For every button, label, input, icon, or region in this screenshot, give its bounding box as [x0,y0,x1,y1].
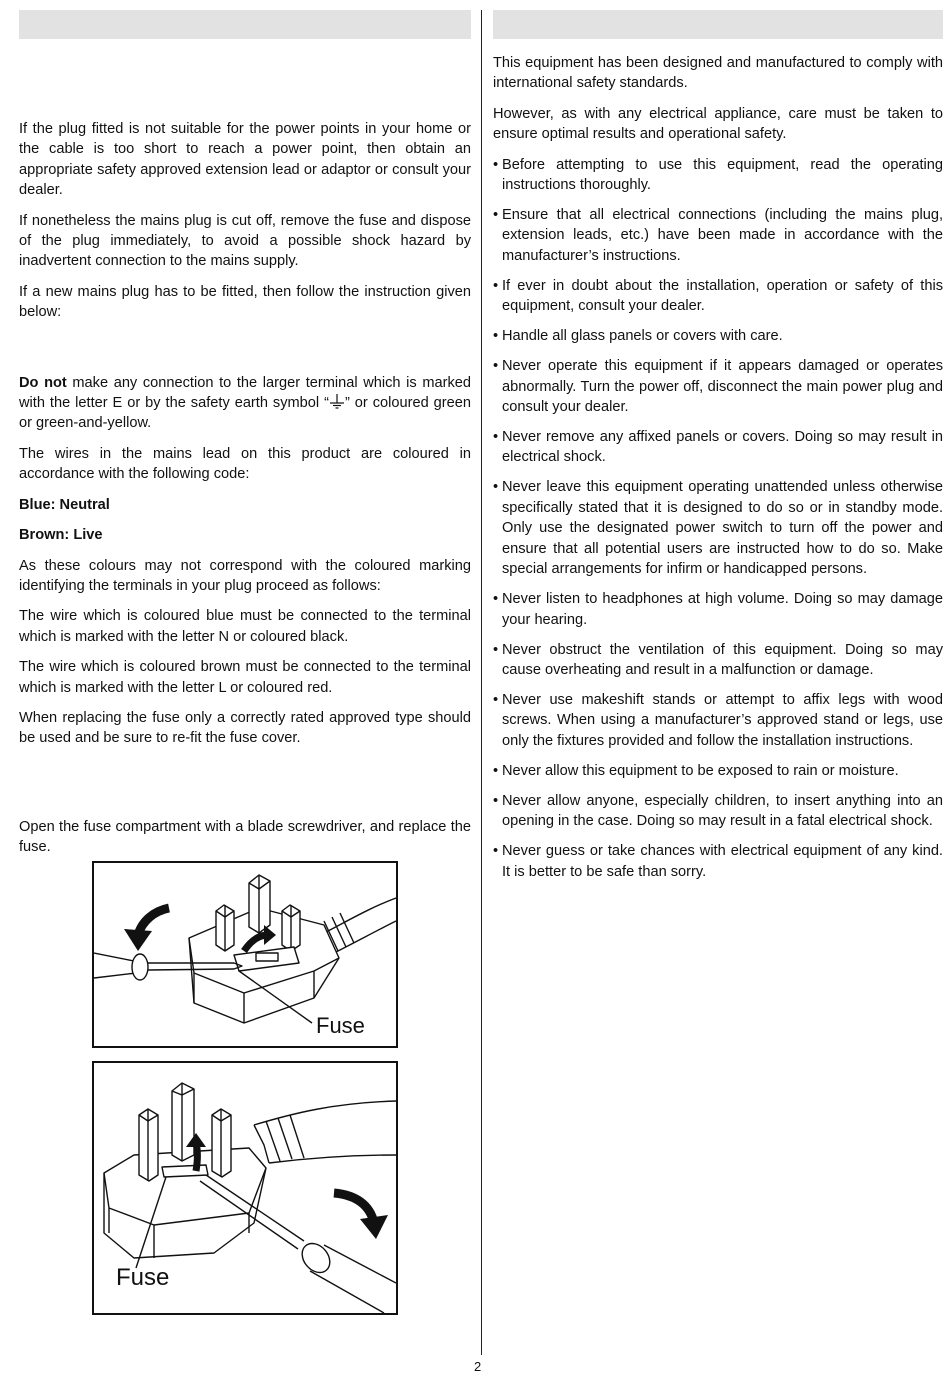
bullet-text: Never leave this equipment operating unattended unless otherwise specifically stated that it is designed to do so or in standby mode. Only use the designated power switch to turn off the power and ensure that all potential users are instructed how to do so. Make special arrangements for infirm or handicapped persons. [502,479,943,578]
right-column [493,10,943,892]
safety-bullet-list [493,155,943,882]
left-section-header-bar [19,10,471,39]
bullet-text: Never obstruct the ventilation of this equipment. Doing so may cause overheating and result in a malfunction or damage. [502,641,943,678]
bullet-dot: • [493,641,499,658]
right-section-header-bar [493,10,943,39]
list-item [493,356,943,417]
fuse-replacement-paragraph: When replacing the fuse only a correctly rated approved type should be used and be sure to re-fit the fuse cover. [19,709,471,747]
wires-paragraph: The wires in the mains lead on this product are coloured in accordance with the following code: [19,445,471,483]
bullet-dot: • [493,429,499,446]
earth-warning-text-a: make any connection to the larger terminal which is marked with the letter E or by the safety earth symbol “ [19,374,471,412]
bullet-text: Never allow anyone, especially children, to insert anything into an opening in the case. Doing so may result in a fatal electrical shock. [502,792,943,830]
list-item [493,791,943,832]
list-item [493,690,943,751]
earth-warning-paragraph [19,373,471,434]
bullet-dot: • [493,328,499,345]
bullet-dot: • [493,358,499,375]
plug-paragraph-3: If a new mains plug has to be fitted, then follow the instruction given below: [19,283,471,321]
bullet-text: Handle all glass panels or covers with care. [502,328,783,345]
list-item [493,155,943,196]
earth-warning-text-b: ” or coloured green or green-and-yellow. [19,395,471,432]
fuse-label-1: Fuse [316,1013,365,1038]
column-divider [481,10,482,1355]
bullet-text: Never operate this equipment if it appears damaged or operates abnormally. Turn the power off, disconnect the main power plug and consult your dealer. [502,358,943,416]
colours-paragraph: As these colours may not correspond with the coloured marking identifying the terminals in your plug proceed as follows: [19,557,471,594]
bullet-dot: • [493,843,499,860]
list-item [493,640,943,681]
fuse-label-2: Fuse [116,1264,170,1291]
bullet-text: Never remove any affixed panels or covers. Doing so may result in electrical shock. [502,429,943,466]
bullet-dot: • [493,591,499,608]
bullet-dot: • [493,762,499,779]
safety-intro-2: However, as with any electrical appliance, care must be taken to ensure optimal results and operational safety. [493,105,943,143]
list-item [493,589,943,630]
bullet-text: Never listen to headphones at high volume. Doing so may damage your hearing. [502,591,943,628]
fuse-figure-2 [92,1061,398,1315]
bullet-text: Never guess or take chances with electrical equipment of any kind. It is better to be safe than sorry. [502,843,943,880]
bullet-text: Before attempting to use this equipment, read the operating instructions thoroughly. [502,156,943,194]
bullet-dot: • [493,156,499,173]
list-item [493,276,943,317]
bullet-dot: • [493,207,499,224]
plug-paragraph-2: If nonetheless the mains plug is cut off, remove the fuse and dispose of the plug immediately, to avoid a possible shock hazard by inadvertent connection to the mains supply. [19,212,471,270]
bullet-text: Ensure that all electrical connections (including the mains plug, extension leads, etc.) have been made in accordance with the manufacturer’s instructions. [502,207,943,264]
bullet-text: Never use makeshift stands or attempt to affix legs with wood screws. When using a manufacturer’s approved stand or legs, use only the fixtures provided and follow the installation instructions. [502,691,943,749]
list-item [493,761,943,781]
bullet-text: Never allow this equipment to be exposed to rain or moisture. [502,762,899,779]
do-not-label: Do not [19,374,67,391]
blue-wire-paragraph: The wire which is coloured blue must be connected to the terminal which is marked with the letter N or coloured black. [19,608,471,645]
earth-symbol-icon [329,393,345,409]
bullet-dot: • [493,691,499,708]
bullet-dot: • [493,277,499,294]
list-item [493,427,943,468]
open-fuse-paragraph: Open the fuse compartment with a blade screwdriver, and replace the fuse. [19,818,471,856]
safety-intro-1: This equipment has been designed and manufactured to comply with international safety standards. [493,55,943,92]
fuse-figure-1 [92,861,398,1048]
bullet-dot: • [493,479,499,496]
left-column [19,10,471,868]
bullet-dot: • [493,792,499,809]
brown-wire-paragraph: The wire which is coloured brown must be connected to the terminal which is marked with the letter L or coloured red. [19,659,471,696]
plug-paragraph-1: If the plug fitted is not suitable for the power points in your home or the cable is too short to reach a power point, then obtain an appropriate safety approved extension lead or adaptor or consult your dealer. [19,121,471,199]
blue-neutral-label: Blue: Neutral [19,496,110,513]
list-item [493,477,943,579]
page-number: 2 [474,1359,482,1374]
list-item [493,326,943,346]
bullet-text: If ever in doubt about the installation, operation or safety of this equipment, consult your dealer. [502,277,943,315]
brown-live-label: Brown: Live [19,527,103,544]
list-item [493,841,943,882]
list-item [493,205,943,266]
